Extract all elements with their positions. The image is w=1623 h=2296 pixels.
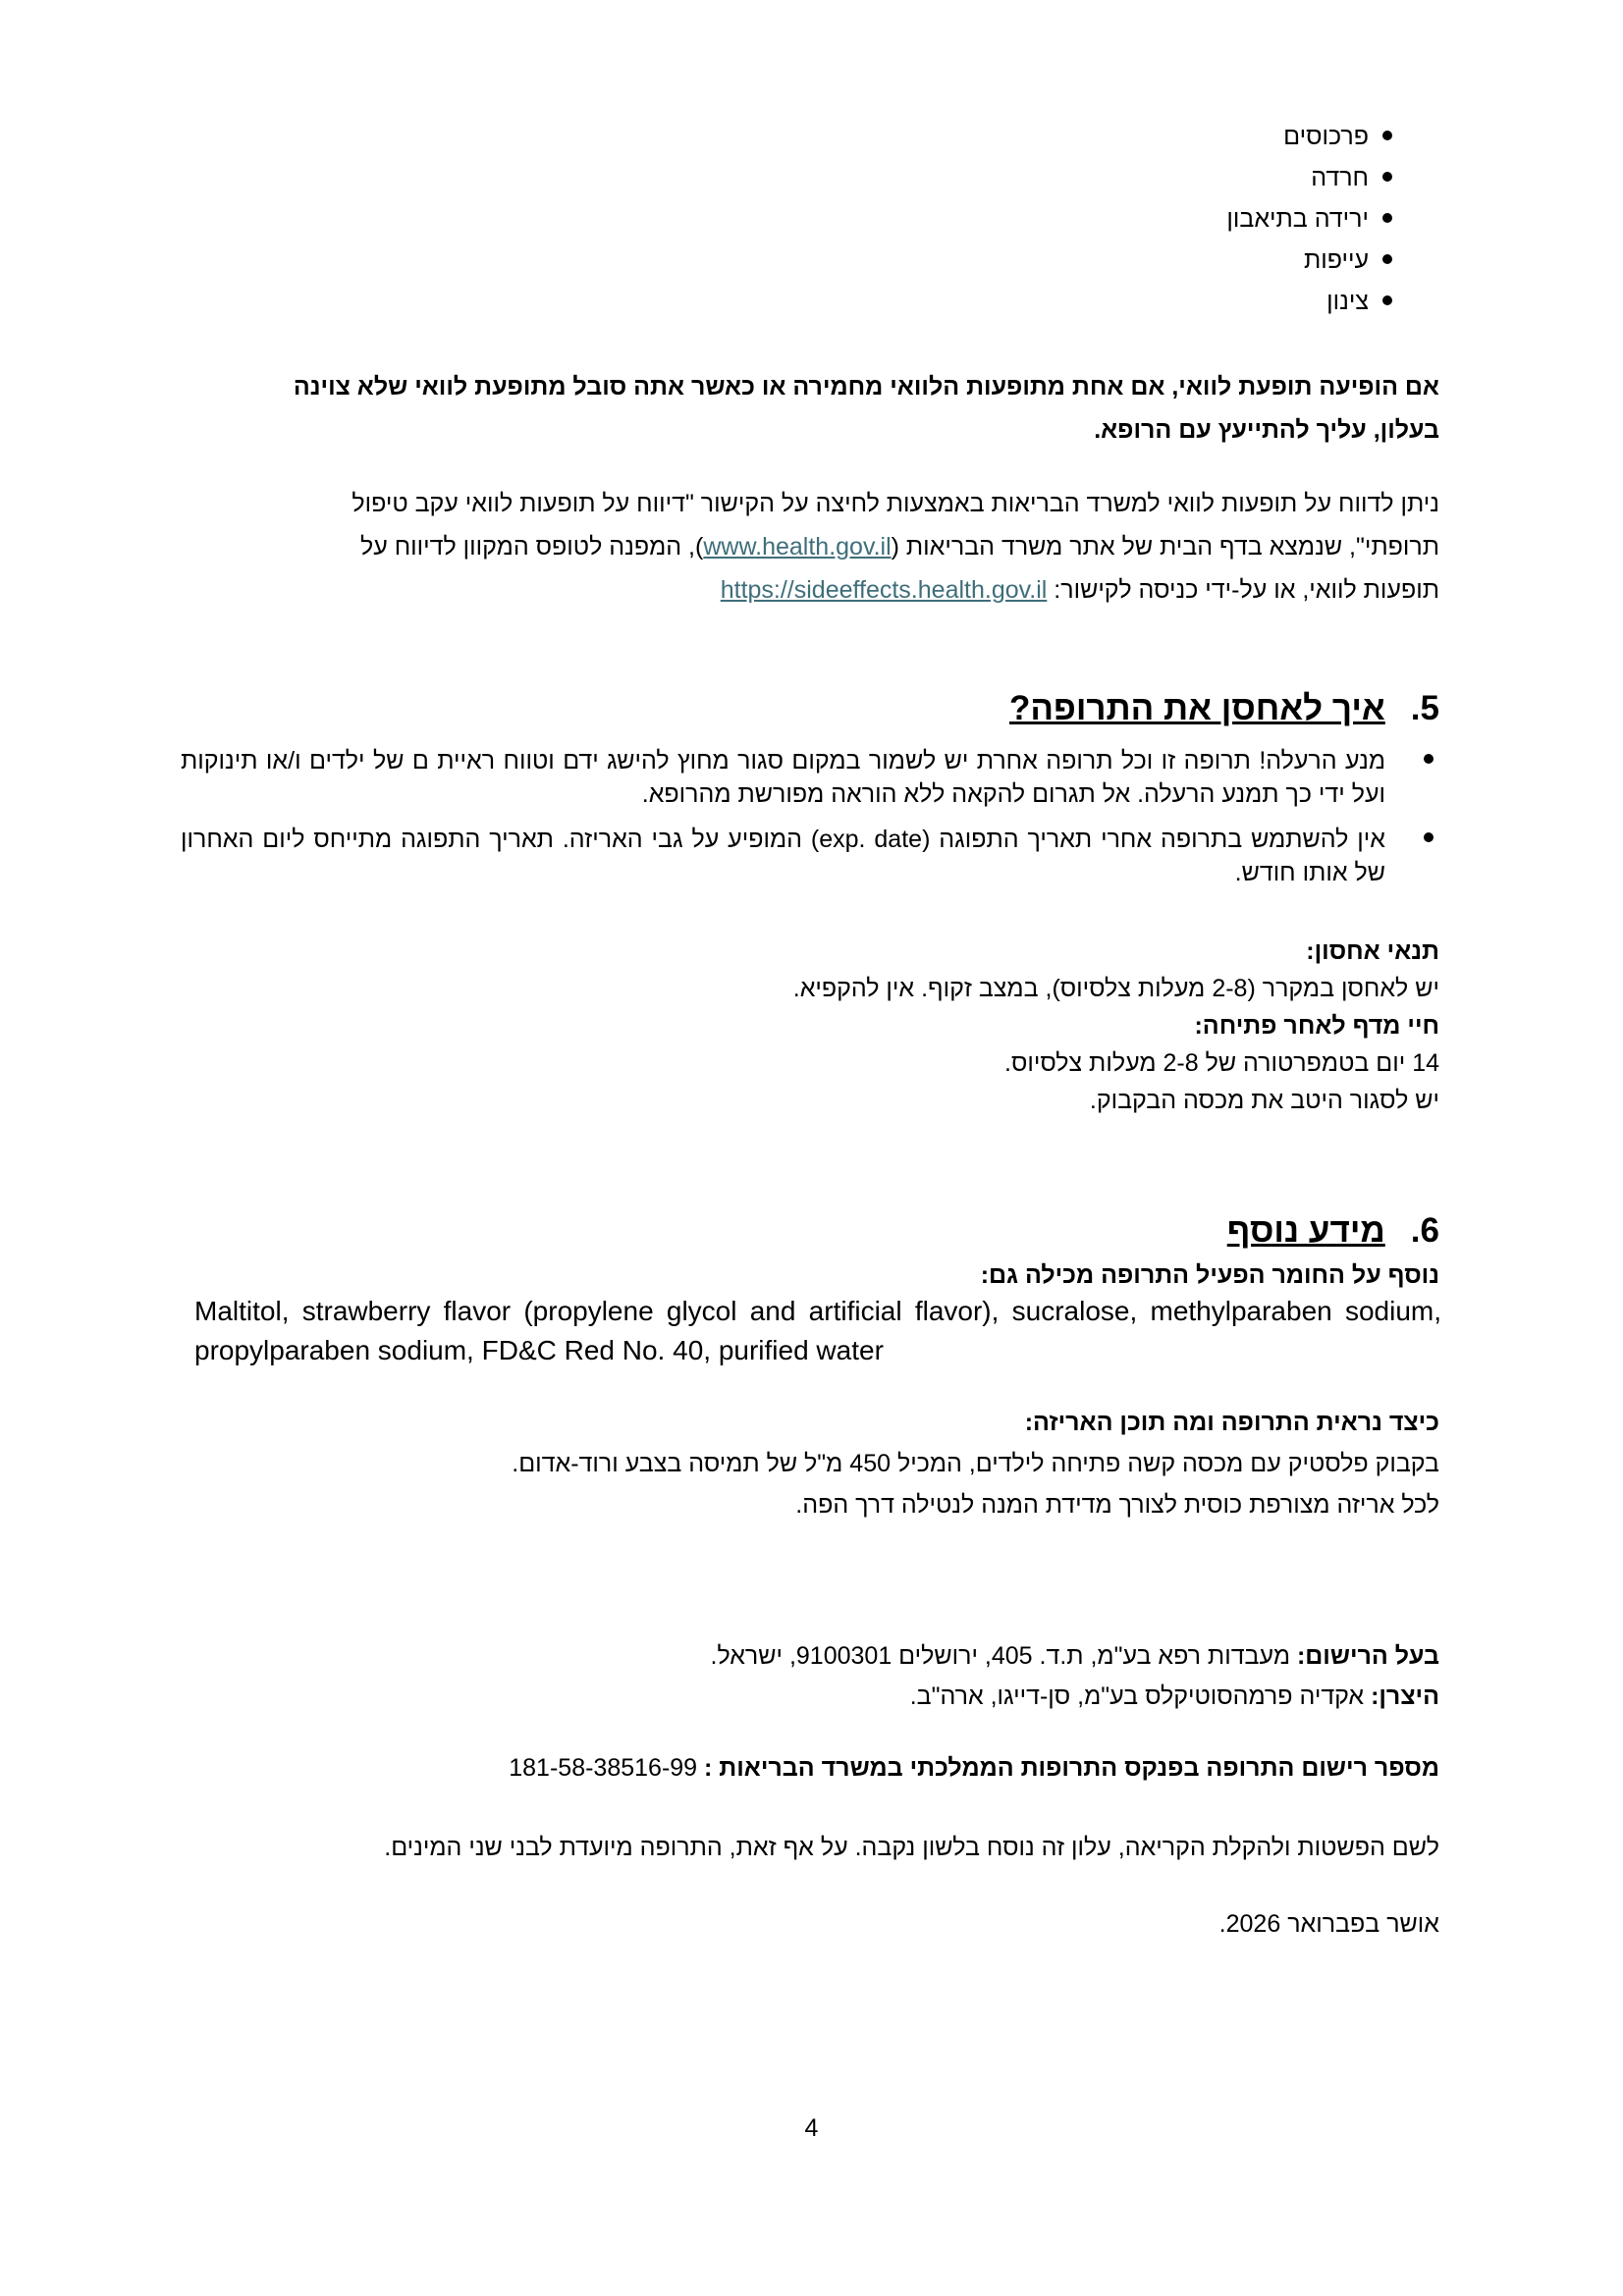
- bullet-icon: [1424, 754, 1434, 764]
- storage-heading: תנאי אחסון:: [1306, 937, 1439, 965]
- storage-warnings-list: [181, 744, 1439, 901]
- list-item: פרכוסים: [850, 116, 1439, 157]
- page-number: 4: [804, 2114, 819, 2142]
- appearance-heading: כיצד נראית התרופה ומה תוכן האריזה:: [1024, 1409, 1439, 1436]
- bullet-icon: [1382, 172, 1392, 182]
- shelf-life-line-1: 14 יום בטמפרטורה של 2-8 מעלות צלסיוס.: [1004, 1049, 1439, 1077]
- side-effects-list: [850, 116, 1439, 322]
- ingredients-heading: נוסף על החומר הפעיל התרופה מכילה גם:: [980, 1261, 1439, 1289]
- list-item: חרדה: [850, 157, 1439, 198]
- section-number: 6.: [1410, 1211, 1439, 1250]
- consult-note-line-2: בעלון, עליך להתייעץ עם הרופא.: [1094, 416, 1439, 444]
- registration-holder: [181, 1636, 1439, 1717]
- list-item: ירידה בתיאבון: [850, 198, 1439, 240]
- gender-note: לשם הפשטות ולהקלת הקריאה, עלון זה נוסח בלשון נקבה. על אף זאת, התרופה מיועדת לבני שני המינים.: [384, 1834, 1439, 1861]
- bullet-icon: [1424, 832, 1434, 842]
- section-title: מידע נוסף: [1226, 1211, 1385, 1250]
- section-6-heading: [1227, 1209, 1439, 1253]
- bullet-icon: [1382, 254, 1392, 264]
- report-line-1: ניתן לדווח על תופעות לוואי למשרד הבריאות באמצעות לחיצה על הקישור "דיווח על תופעות לוואי עקב טיפול: [352, 490, 1439, 517]
- shelf-life-heading: חיי מדף לאחר פתיחה:: [1194, 1012, 1439, 1040]
- consult-note-line-1: אם הופיעה תופעת לוואי, אם אחת מתופעות הלוואי מחמירה או כאשר אתה סובל מתופעת לוואי שלא צוינה: [293, 373, 1439, 400]
- list-item: עייפות: [850, 240, 1439, 281]
- bullet-icon: [1382, 213, 1392, 223]
- registration-number: מספר רישום התרופה בפנקס התרופות הממלכתי במשרד הבריאות : 181-58-38516-99: [509, 1754, 1439, 1782]
- bullet-icon: [1382, 295, 1392, 305]
- report-line-3: תופעות לוואי, או על-ידי כניסה לקישור: https://sideeffects.health.gov.il: [720, 576, 1439, 604]
- consult-doctor-note: [181, 365, 1439, 452]
- holder-line: בעל הרישום: מעבדות רפא בע"מ, ת.ד. 405, ירושלים 9100301, ישראל.: [710, 1642, 1439, 1670]
- list-item: צינון: [850, 281, 1439, 322]
- bullet-icon: [1382, 131, 1392, 140]
- report-line-2: תרופתי", שנמצא בדף הבית של אתר משרד הבריאות (www.health.gov.il), המפנה לטופס המקוון לדיווח על: [359, 533, 1439, 561]
- manufacturer-line: היצרן: אקדיה פרמהסוטיקלס בע"מ, סן-דייגו, ארה"ב.: [909, 1682, 1439, 1710]
- storage-conditions: [181, 933, 1439, 1119]
- section-number: 5.: [1410, 689, 1439, 727]
- inactive-ingredients: Maltitol, strawberry flavor (propylene glycol and artificial flavor), sucralose, methylparaben sodium, propylparaben sodium, FD&C Red No. 40, purified water: [194, 1296, 1441, 1365]
- list-item: מנע הרעלה! תרופה זו וכל תרופה אחרת יש לשמור במקום סגור מחוץ להישג ידם וטווח ראיית ם של ילדים ו/או תינוקות ועל ידי כך תמנע הרעלה. אל תגרום להקאה ללא הוראה מפורשת מהרופא.: [181, 744, 1439, 811]
- reporting-paragraph: [181, 482, 1439, 612]
- shelf-life-line-2: יש לסגור היטב את מכסה הבקבוק.: [1089, 1087, 1439, 1114]
- appearance-line-1: בקבוק פלסטיק עם מכסה קשה פתיחה לילדים, המכיל 450 מ"ל של תמיסה בצבע ורוד-אדום.: [512, 1450, 1439, 1477]
- sideeffects-link[interactable]: https://sideeffects.health.gov.il: [720, 576, 1048, 604]
- section-title: איך לאחסן את התרופה?: [1008, 689, 1385, 727]
- appearance-line-2: לכל אריזה מצורפת כוסית לצורך מדידת המנה לנטילה דרך הפה.: [795, 1491, 1439, 1519]
- list-item: אין להשתמש בתרופה אחרי תאריך התפוגה (exp. date) המופיע על גבי האריזה. תאריך התפוגה מתייחס ליום האחרון של אותו חודש.: [181, 823, 1439, 889]
- section-5-heading: [1009, 687, 1439, 730]
- storage-text: יש לאחסן במקרר (2-8 מעלות צלסיוס), במצב זקוף. אין להקפיא.: [792, 975, 1439, 1002]
- health-gov-link[interactable]: www.health.gov.il: [703, 533, 892, 561]
- approval-date: אושר בפברואר 2026.: [1218, 1910, 1439, 1938]
- package-description: [181, 1402, 1439, 1525]
